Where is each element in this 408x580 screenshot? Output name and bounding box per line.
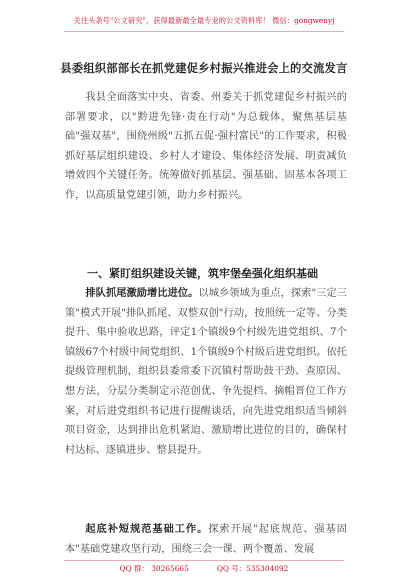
paragraph-body: 以城乡领域为重点，探索"三定三策"模式开展"排队抓尾、双整双创"行动，按照统一定等、分类提升、集中验收思路，评定1个镇级9个村级先进党组织、7个镇级67个村级中间党组织、1个镇级9个村级后进党组织。依托提级管理机制，组织县委常委下沉镇村帮助鼓干劲、查原因、想方法，分层分类制定示范创优、争先提档、摘帽晋位工作方案，对后进党组织书记进行提醒谈话，向先进党组织适当倾斜项目资金，达到排出危机紧迫、激励增比进位的目的，确保村村达标、逐镇进步、整县提升。: [65, 288, 347, 456]
promo-banner: 关注头条号"公文研究"，获得最新最全最专业的公文资料库！ 微信：gongwenyj: [73, 16, 335, 25]
intro-paragraph: 我县全面落实中央、省委、州委关于抓党建促乡村振兴的部署要求，以"黔进先锋·责在行动"为总载体，聚焦基层基础"强双基"，围绕州级"五抓五促·强村富民"的工作要求，积极抓好基层组织建设、乡村人才建设、集体经济发展、明责减负增效四个关键任务。统筹做好抓基层、强基础、固基本各项工作，以高质量党建引领，助力乡村振兴。: [65, 92, 347, 201]
section-heading: 一、紧盯组织建设关键，筑牢堡垒强化组织基础: [87, 267, 318, 280]
paragraph-lead: 起底补短规范基础工作。: [85, 523, 209, 535]
qq-group-number: QQ 群： 30265665: [119, 564, 189, 573]
header-divider: [64, 31, 344, 32]
paragraph-lead: 排队抓尾激励增比进位。: [85, 287, 199, 299]
document-title: 县委组织部部长在抓党建促乡村振兴推进会上的交流发言: [60, 61, 348, 75]
paragraph-body: 探索开展"起底规范、强基固本"基础党建攻坚行动，围绕三会一课、两个覆盖、发展: [65, 524, 347, 555]
footer-divider: [64, 560, 344, 561]
body-paragraph: [65, 284, 347, 497]
body-paragraph: [65, 520, 347, 559]
qq-account-number: QQ 号：535304092: [216, 564, 289, 573]
contact-footer: [0, 563, 408, 574]
